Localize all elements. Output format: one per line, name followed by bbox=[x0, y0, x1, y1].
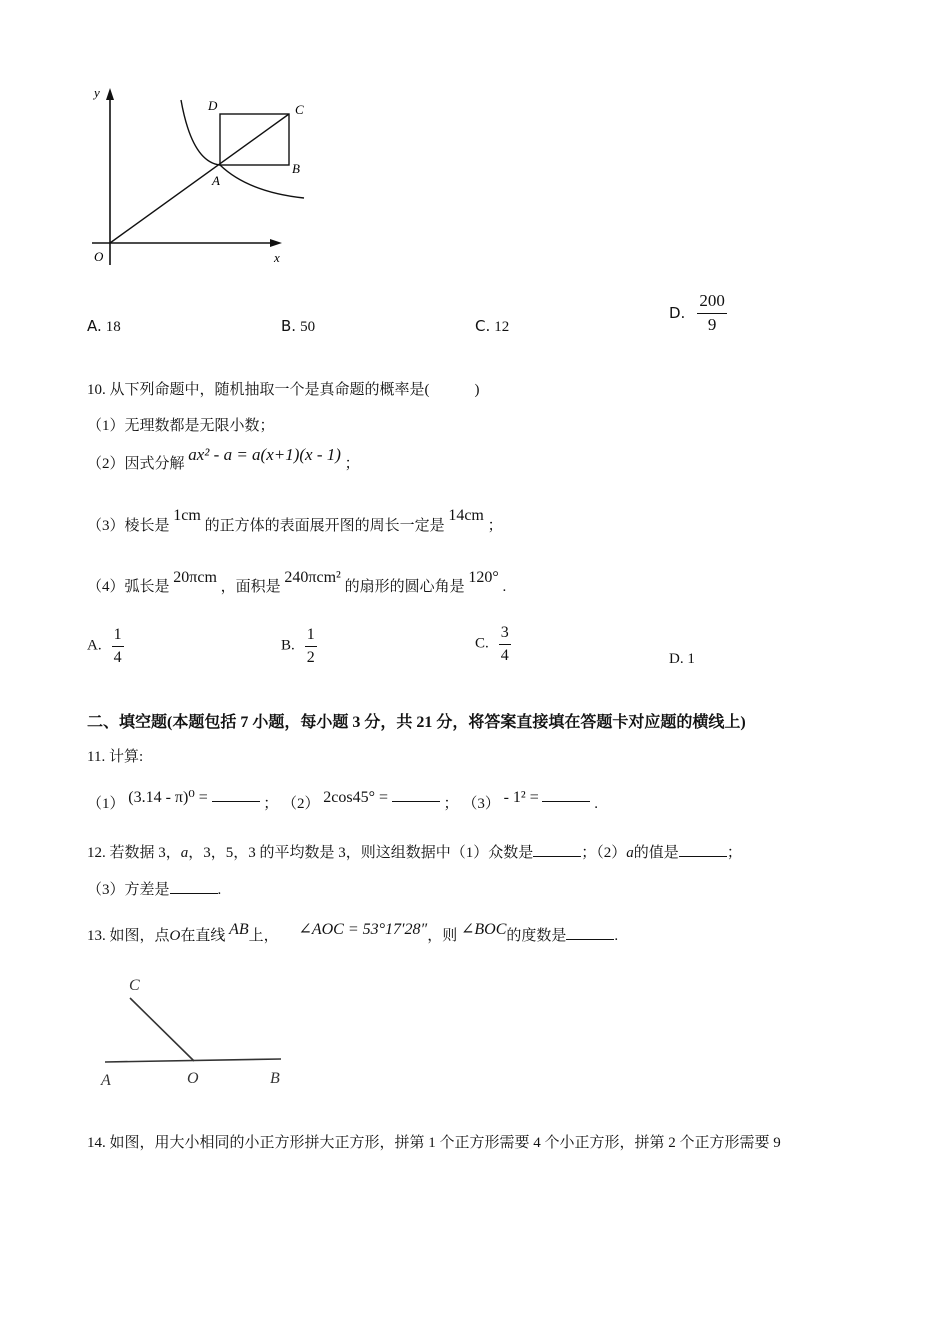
q13-line bbox=[87, 918, 619, 944]
part-3-blank[interactable] bbox=[542, 801, 590, 802]
option-fraction bbox=[499, 624, 511, 664]
option-value: 50 bbox=[300, 319, 316, 335]
q12-end-2: . bbox=[217, 882, 222, 898]
point-b-label: B bbox=[270, 1070, 280, 1087]
value-a-blank[interactable] bbox=[679, 856, 727, 857]
q10-item-4 bbox=[87, 569, 507, 596]
q13-text-b: 在直线 bbox=[180, 928, 226, 944]
q13-figure bbox=[95, 970, 295, 1095]
q13-angle-boc: ∠BOC bbox=[460, 921, 507, 938]
ray-oc bbox=[130, 998, 194, 1061]
q12-end: ； bbox=[726, 845, 742, 861]
part-3-end: . bbox=[594, 796, 598, 812]
point-o-label: O bbox=[187, 1070, 199, 1087]
part-1-label: （1） bbox=[87, 796, 125, 812]
point-d-label: D bbox=[208, 98, 218, 113]
fraction-denominator: 4 bbox=[113, 648, 122, 666]
angle-boc-blank[interactable] bbox=[566, 939, 614, 940]
q10-option-d[interactable]: D. 1 bbox=[669, 651, 695, 667]
q11-stem: 11. 计算: bbox=[87, 749, 144, 765]
option-letter: B. bbox=[281, 317, 297, 335]
q10-item-2 bbox=[87, 445, 360, 473]
q12-text-a: 12. 若数据 3， bbox=[87, 845, 181, 861]
q13-angle-aoc: ∠AOC = 53°17′28″ bbox=[298, 921, 428, 938]
part-2-label: （2） bbox=[282, 796, 320, 812]
q13-text-e: 的度数是 bbox=[506, 928, 567, 944]
item-value-1: 1cm bbox=[173, 507, 201, 524]
q10-option-c[interactable] bbox=[475, 624, 511, 664]
fraction-numerator: 3 bbox=[499, 624, 511, 645]
item-mid: 的正方体的表面展开图的周长一定是 bbox=[204, 518, 445, 534]
option-letter: C. bbox=[475, 635, 489, 652]
x-label: x bbox=[274, 250, 280, 265]
item-suffix: ； bbox=[344, 456, 360, 472]
item-suffix: . bbox=[502, 579, 507, 595]
part-1-blank[interactable] bbox=[212, 801, 260, 802]
item-value-1: 20πcm bbox=[173, 569, 217, 586]
variance-blank[interactable] bbox=[170, 893, 218, 894]
line-oc bbox=[110, 114, 289, 243]
q13-text-a: 13. 如图，点 bbox=[87, 928, 170, 944]
item-suffix: ； bbox=[487, 518, 503, 534]
option-letter: C. bbox=[475, 317, 491, 335]
q12-line-2 bbox=[87, 878, 221, 899]
y-label: y bbox=[94, 85, 100, 100]
y-axis-arrow bbox=[106, 88, 114, 100]
point-a-label: A bbox=[212, 173, 220, 188]
origin-label: O bbox=[94, 249, 104, 264]
q10-option-a[interactable] bbox=[87, 626, 124, 666]
point-b-label: B bbox=[292, 161, 300, 176]
q10-option-b[interactable] bbox=[281, 626, 317, 666]
option-letter: B. bbox=[281, 637, 295, 654]
item-mid-1: ，面积是 bbox=[220, 579, 281, 595]
q14-text: 14. 如图，用大小相同的小正方形拼大正方形，拼第 1 个正方形需要 4 个小正方形，拼第 2 个正方形需要 9 bbox=[87, 1135, 781, 1151]
q12-var-a-2: a bbox=[626, 845, 634, 861]
fraction-denominator: 2 bbox=[306, 648, 315, 666]
q12-text-c: ；（2） bbox=[581, 845, 627, 861]
option-fraction bbox=[305, 626, 317, 666]
point-a-label: A bbox=[101, 1072, 111, 1089]
item-prefix: （4）弧长是 bbox=[87, 579, 170, 595]
q13-line-ab: AB bbox=[229, 921, 249, 938]
fraction-numerator: 200 bbox=[697, 292, 727, 314]
q13-point-o: O bbox=[169, 928, 181, 944]
q9-option-c[interactable] bbox=[475, 317, 509, 336]
item-value-3: 120° bbox=[468, 569, 499, 586]
fraction-denominator: 4 bbox=[500, 646, 509, 664]
q12-var-a: a bbox=[180, 845, 189, 861]
option-value: 12 bbox=[494, 319, 510, 335]
q13-text-d: ，则 bbox=[427, 928, 458, 944]
q12-text-e: （3）方差是 bbox=[87, 882, 170, 898]
mode-blank[interactable] bbox=[533, 856, 581, 857]
q13-end: . bbox=[614, 928, 619, 944]
part-2-blank[interactable] bbox=[392, 801, 440, 802]
fraction-numerator: 1 bbox=[112, 626, 124, 647]
option-fraction bbox=[112, 626, 124, 666]
fraction-numerator: 1 bbox=[305, 626, 317, 647]
option-letter: A. bbox=[87, 637, 102, 654]
q12-line-1 bbox=[87, 841, 742, 862]
part-3-label: （3） bbox=[462, 796, 500, 812]
x-axis-arrow bbox=[270, 239, 282, 247]
option-value: 18 bbox=[105, 319, 121, 335]
q9-option-a[interactable] bbox=[87, 317, 121, 336]
option-letter: D. bbox=[669, 304, 686, 323]
q11-parts bbox=[87, 786, 598, 812]
q12-text-d: 的值是 bbox=[633, 845, 679, 861]
section-2-heading: 二、填空题(本题包括 7 小题，每小题 3 分，共 21 分，将答案直接填在答题卡对应题的横线上) bbox=[87, 714, 746, 731]
part-1-separator: ； bbox=[263, 796, 279, 812]
item-math: ax² - a = a(x+1)(x - 1) bbox=[188, 445, 341, 464]
part-1-math: (3.14 - π)⁰ = bbox=[128, 789, 208, 806]
q9-option-d[interactable] bbox=[669, 292, 727, 334]
item-value-2: 240πcm² bbox=[284, 569, 341, 586]
part-3-math: - 1² = bbox=[503, 789, 539, 806]
q9-figure bbox=[80, 80, 310, 280]
item-prefix: （2）因式分解 bbox=[87, 456, 185, 472]
option-letter: A. bbox=[87, 317, 102, 335]
item-mid-2: 的扇形的圆心角是 bbox=[344, 579, 465, 595]
item-value-2: 14cm bbox=[448, 507, 484, 524]
q10-item-1: （1）无理数都是无限小数； bbox=[87, 418, 275, 434]
item-prefix: （3）棱长是 bbox=[87, 518, 170, 534]
point-c-label: C bbox=[129, 977, 140, 994]
q9-option-b[interactable] bbox=[281, 317, 315, 336]
part-2-separator: ； bbox=[443, 796, 459, 812]
q13-text-c: 上， bbox=[248, 928, 279, 944]
q10-stem: 10. 从下列命题中，随机抽取一个是真命题的概率是( ) bbox=[87, 382, 480, 398]
q12-text-b: ，3，5，3 的平均数是 3，则这组数据中（1）众数是 bbox=[188, 845, 534, 861]
part-2-math: 2cos45° = bbox=[323, 789, 389, 806]
point-c-label: C bbox=[295, 102, 304, 117]
fraction-denominator: 9 bbox=[707, 314, 717, 334]
option-fraction bbox=[697, 292, 727, 334]
q10-item-3 bbox=[87, 507, 503, 535]
